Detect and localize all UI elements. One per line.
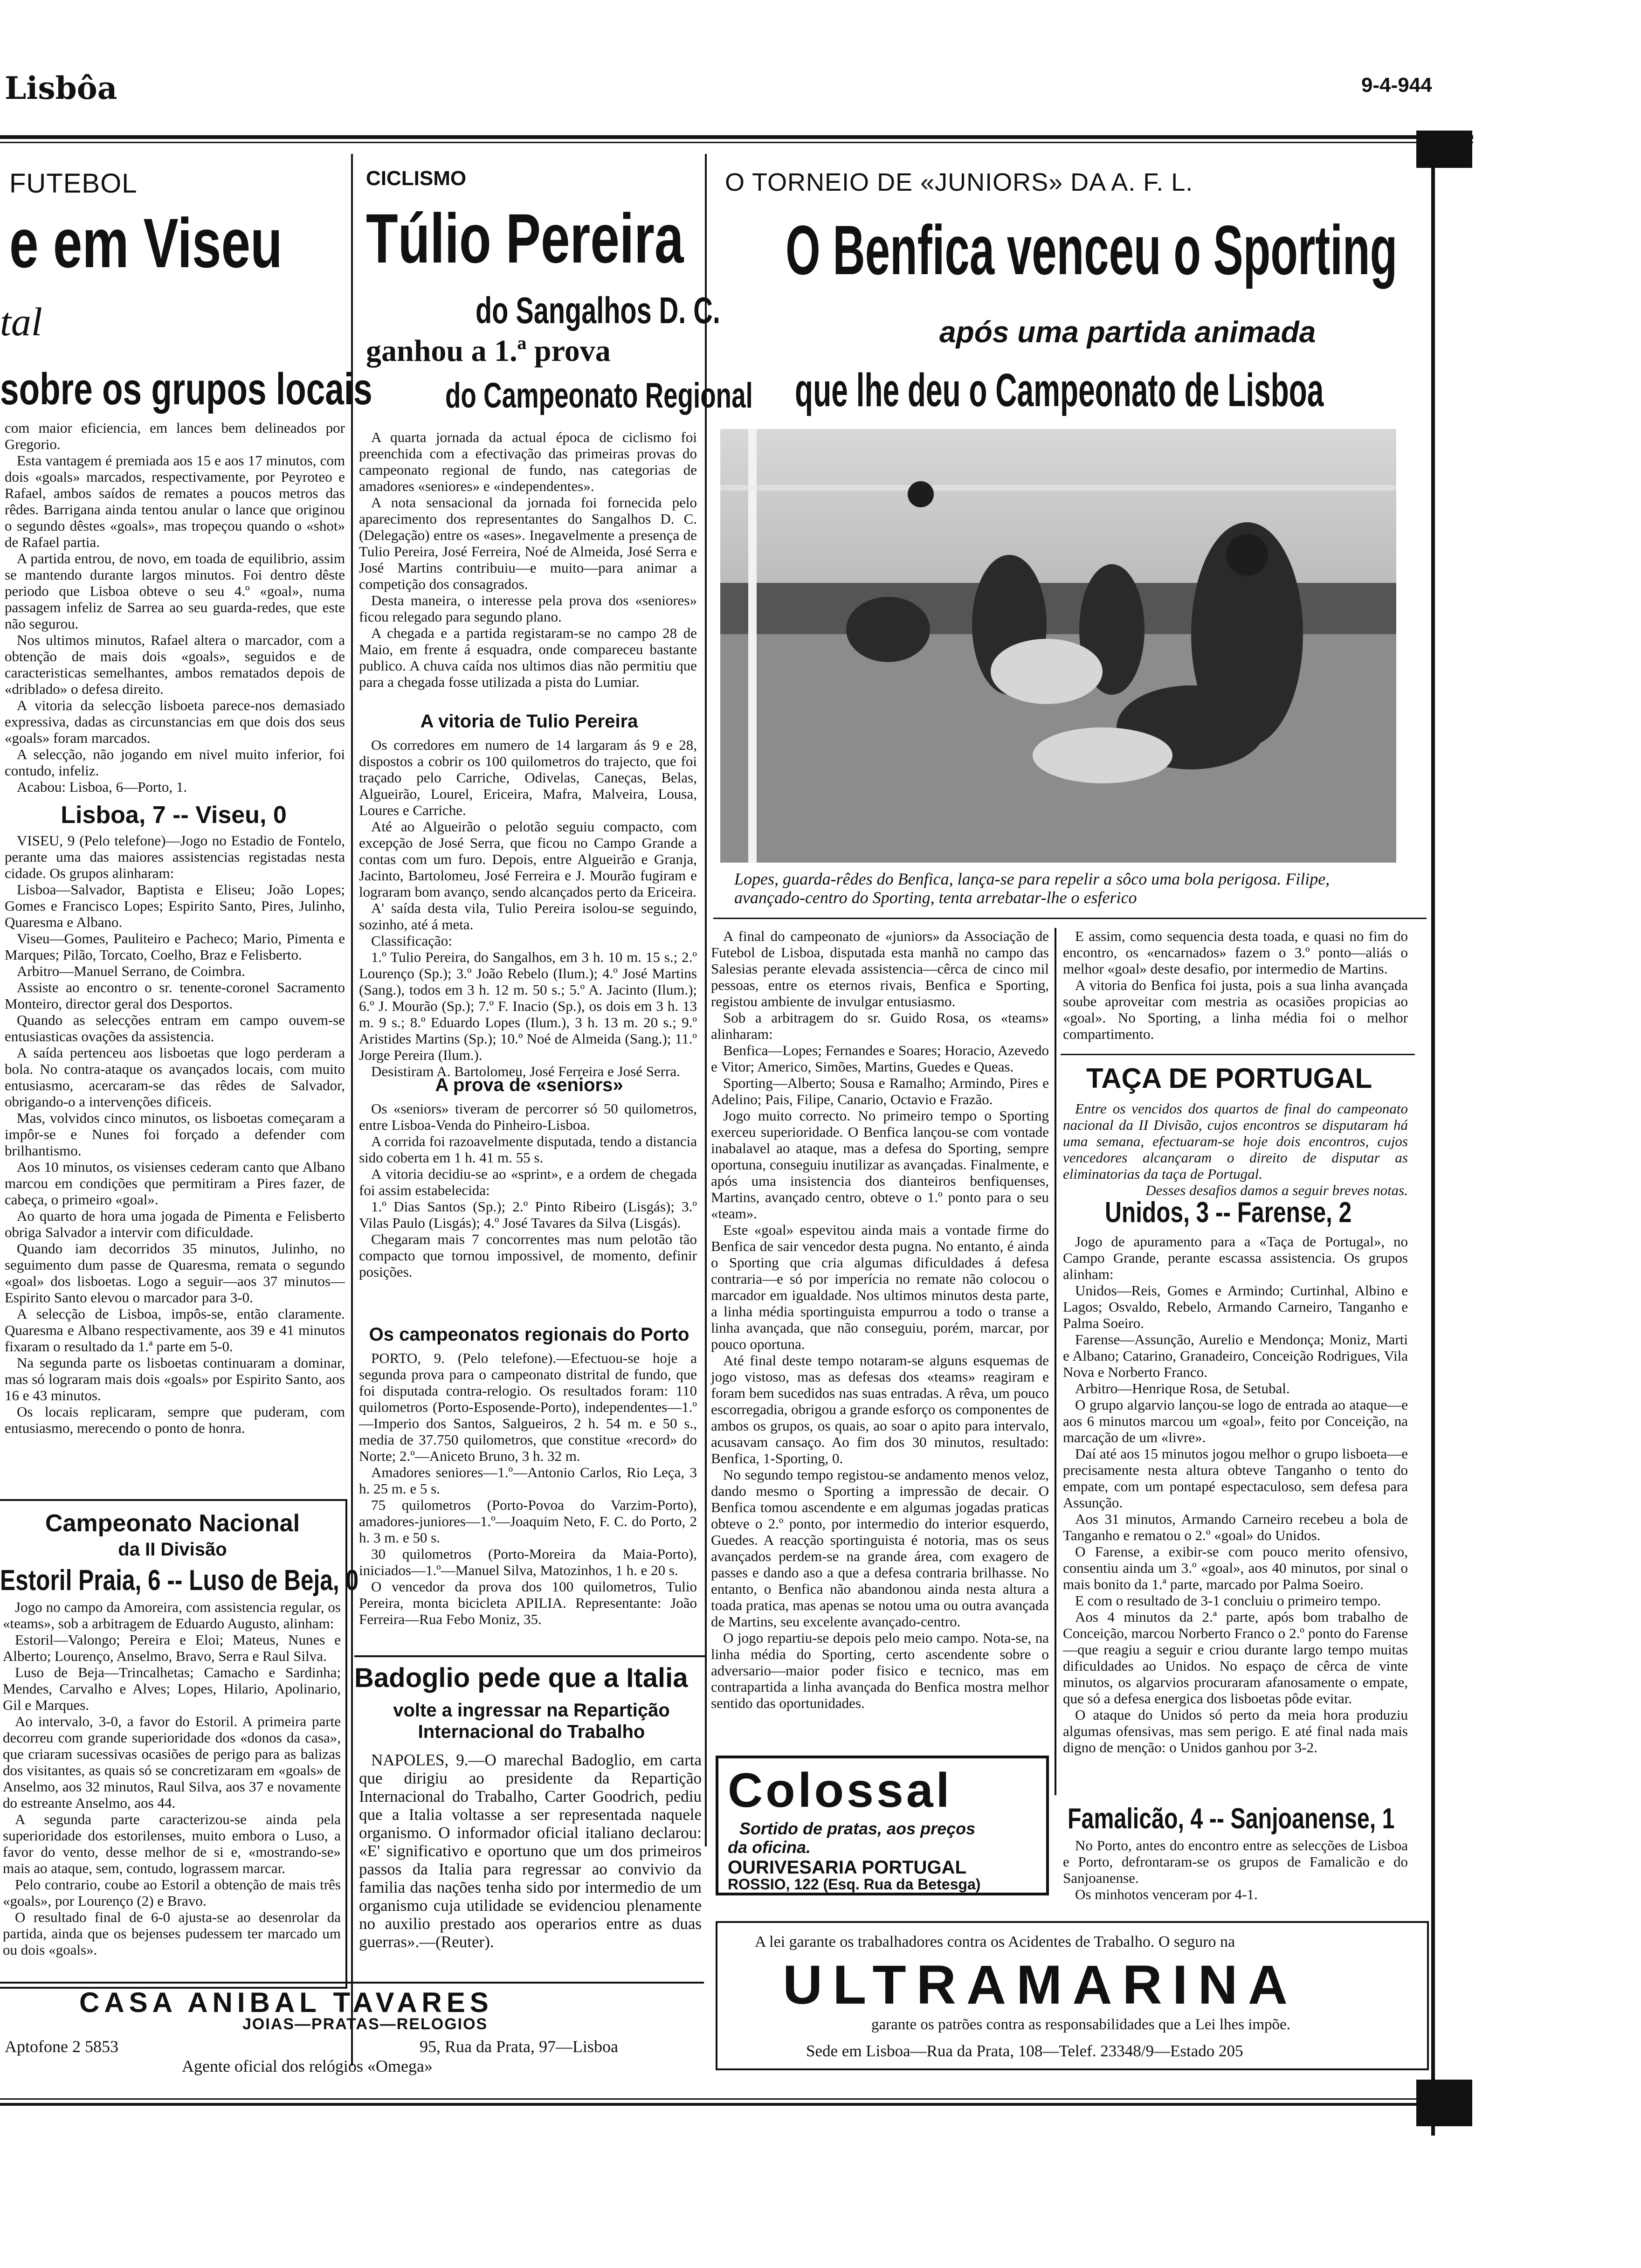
ultramarina-ad bbox=[716, 1921, 1429, 2070]
masthead bbox=[0, 0, 1641, 140]
badoglio-body: NAPOLES, 9.—O marechal Badoglio, em carta que dirigiu ao presidente da Repartição Internacional do Trabalho, Carter Goodrich, pediu que a Italia voltasse a ser representada naquele organismo. O informador oficial italiano declarou: «E' significativo e oportuno que um dos primeiros passos da Italia para regressar ao convivio da familia das nações tenha sido por intermedio de um organismo cuja utilidade se evidenciou plenamente no auxilio prestado aos operarios entre as duas guerras».—(Reuter). bbox=[359, 1751, 702, 1951]
colossal-line: ROSSIO, 122 (Esq. Rua da Betesga) bbox=[728, 1876, 981, 1893]
paragraph: PORTO, 9. (Pelo telefone).—Efectuou-se hoje a segunda prova para o campeonato distrital de fundo, que foi disputada contra-relogio. Os resultados foram: 110 quilometros (Porto-Esposende-Porto), independentes—1.º—Imperio dos Santos, Salgueiros, 2 h. 54 m. e 50 s., media de 37.750 quilometros, que constitue «record» do Norte; 2.º—Aniceto Bruno, 3 h. 32 m. bbox=[359, 1350, 697, 1464]
tavares-address: 95, Rua da Prata, 97—Lisboa bbox=[420, 2037, 618, 2056]
ultramarina-line: Sede em Lisboa—Rua da Prata, 108—Telef. 23348/9—Estado 205 bbox=[806, 2042, 1243, 2060]
colossal-line: OURIVESARIA PORTUGAL bbox=[728, 1857, 966, 1878]
paragraph: Ao quarto de hora uma jogada de Pimenta e Felisberto obriga Salvador a intervir com dificuldade. bbox=[5, 1208, 345, 1240]
paragraph: Os «seniors» tiveram de percorrer só 50 quilometros, entre Lisboa-Venda do Pinheiro-Lisboa. bbox=[359, 1100, 697, 1133]
paragraph: Benfica—Lopes; Fernandes e Soares; Horacio, Azevedo e Vitor; Americo, Simões, Martins, Guedes e Queas. bbox=[711, 1042, 1049, 1075]
photo-caption: Lopes, guarda-rêdes do Benfica, lança-se para repelir a sôco uma bola perigosa. Filipe, avançado-centro do Sporting, tenta arrebatar-lhe o esferico bbox=[734, 870, 1330, 907]
deck-line: ganhou a 1.ª prova bbox=[366, 334, 611, 368]
paragraph: Desses desafios damos a seguir breves notas. bbox=[1145, 1182, 1408, 1198]
paragraph: Luso de Beja—Trincalhetas; Camacho e Sardinha; Mendes, Carvalho e Alves; Lopes, Hilario, Apolinario, Gil e Marques. bbox=[3, 1664, 341, 1713]
paragraph: E com o resultado de 3-1 concluiu o primeiro tempo. bbox=[1075, 1592, 1381, 1609]
ciclismo-body-3 bbox=[359, 1100, 697, 1280]
colossal-line: da oficina. bbox=[728, 1838, 811, 1857]
paragraph: Na segunda parte os lisboetas continuaram a dominar, mas só lograram mais dois «goals» por Espirito Santo, aos 16 e 43 minutos. bbox=[5, 1355, 345, 1404]
headline: Túlio Pereira bbox=[366, 199, 684, 277]
paragraph: Aos 10 minutos, os visienses cederam canto que Albano marcou em condições que permitiram a Pires fazer, de cabeça, o primeiro «goal». bbox=[5, 1159, 345, 1208]
paragraph: O vencedor da prova dos 100 quilometros, Tulio Pereira, monta bicicleta APILIA. Representante: João Ferreira—Rua Febo Moniz, 35. bbox=[359, 1578, 697, 1627]
paragraph: A corrida foi razoavelmente disputada, tendo a distancia sido coberta em 1 h. 41 m. 55 s. bbox=[359, 1133, 697, 1166]
paragraph: Ao intervalo, 3-0, a favor do Estoril. A primeira parte decorreu com grande superioridade dos «donos da casa», que criaram sucessivas ocasiões de perigo para as balizas dos visitantes, as quais só se concretizaram em «goals» de Anselmo, aos 32 minutos, Raul Silva, aos 37 e novamente do estreante Anselmo, aos 44. bbox=[3, 1713, 341, 1811]
paragraph: Jogo de apuramento para a «Taça de Portugal», no Campo Grande, perante escassa assistencia. Os grupos alinham: bbox=[1063, 1233, 1408, 1282]
deck-line: após uma partida animada bbox=[939, 315, 1316, 349]
paragraph: O resultado final de 6-0 ajusta-se ao desenrolar da partida, ainda que os bejenses pudessem ter marcado um ou dois «goals». bbox=[3, 1909, 341, 1958]
paragraph: O jogo repartiu-se depois pelo meio campo. Nota-se, na linha média do Sporting, certo ascendente sobre o adversario—maior poder fisico e tecnico, mas em contrapartida a linha avançada do Benfica mostra melhor sentido das oportunidades. bbox=[711, 1630, 1049, 1711]
ultramarina-line: garante os patrões contra as responsabilidades que a Lei lhes impõe. bbox=[871, 2016, 1290, 2033]
paragraph: Desta maneira, o interesse pela prova dos «seniores» ficou relegado para segundo plano. bbox=[359, 592, 697, 625]
taca-intro bbox=[1063, 1100, 1408, 1198]
paragraph: VISEU, 9 (Pelo telefone)—Jogo no Estadio de Fontelo, perante uma das maiores assistencias registadas nesta cidade. Os grupos alinharam: bbox=[5, 832, 345, 881]
paragraph: Arbitro—Manuel Serrano, de Coimbra. bbox=[17, 963, 245, 979]
result-heading: Estoril Praia, 6 -- Luso de Beja, 0 bbox=[0, 1564, 359, 1597]
paragraph: Farense—Assunção, Aurelio e Mendonça; Moniz, Marti e Albano; Catarino, Granadeiro, Conceição Rodrigues, Vila Nova e Norberto Franco. bbox=[1063, 1331, 1408, 1380]
tavares-sub: JOIAS—PRATAS—RELOGIOS bbox=[242, 2015, 488, 2033]
paragraph: A segunda parte caracterizou-se ainda pela superioridade dos estorilenses, muito embora o Luso, a favor do vento, desse melhor de si e, «mostrando-se» mais ao ataque, sem, contudo, lograssem marcar. bbox=[3, 1811, 341, 1876]
paragraph: Os minhotos venceram por 4-1. bbox=[1075, 1886, 1258, 1902]
page-edge-line bbox=[1431, 140, 1435, 2136]
paragraph: Assiste ao encontro o sr. tenente-coronel Sacramento Monteiro, director geral dos Desportos. bbox=[5, 979, 345, 1012]
ultramarina-line: A lei garante os trabalhadores contra os Acidentes de Trabalho. O seguro na bbox=[755, 1933, 1235, 1950]
ciclismo-body-4 bbox=[359, 1350, 697, 1627]
paragraph: 75 quilometros (Porto-Povoa do Varzim-Porto), amadores-juniores—1.º—Joaquim Neto, F. C. do Porto, 2 h. 3 m. e 50 s. bbox=[359, 1497, 697, 1546]
deck-fragment: tal bbox=[0, 299, 42, 344]
colossal-ad bbox=[716, 1756, 1049, 1895]
paragraph: Jogo no campo da Amoreira, com assistencia regular, os «teams», sob a arbitragem de Eduardo Augusto, alinham: bbox=[3, 1599, 341, 1632]
paragraph: A final do campeonato de «juniors» da Associação de Futebol de Lisboa, disputada esta manhã no campo das Salesias perante elevada assistencia—cêrca de cinco mil pessoas, entre os eternos rivais, Benfica e Sporting, registou ambiente de invulgar entusiasmo. bbox=[711, 928, 1049, 1010]
paragraph: A vitoria do Benfica foi justa, pois a sua linha avançada soube aproveitar com mestria as ocasiões propicias ao «goal». No Sporting, a linha média foi o melhor compartimento. bbox=[1063, 977, 1408, 1042]
paragraph: No segundo tempo registou-se andamento menos veloz, dando mesmo o Sporting a impressão de decair. O Benfica tomou ascendente e em algumas jogadas praticas obteve o 2.º ponto, por intermedio do interior esquerdo, Guedes. A reacção sportinguista é notoria, mas os seus avançados perdem-se na grande área, com exagero de passes e dando aso a que a defesa contraria brilhasse. No entanto, o Benfica não abandonou ainda nesta altura a toada pratica, mas apenas se notou uma ou outra avançada de Martins, seu excelente avançado-centro. bbox=[711, 1466, 1049, 1630]
paragraph: A saída pertenceu aos lisboetas que logo perderam a bola. No contra-ataque os avançados locais, com muito entusiasmo, acercaram-se das rêdes de Salvador, obrigando-o a intervenções dificeis. bbox=[5, 1044, 345, 1110]
paragraph: A selecção, não jogando em nivel muito inferior, foi contudo, infeliz. bbox=[5, 746, 345, 779]
paragraph: Aos 4 minutos da 2.ª parte, após bom trabalho de Conceição, marcou Norberto Franco o 2.º ponto do Farense—que reagiu a seguir e criou durante largo tempo muitas dificuldades ao Unidos. No espaço de cêrca de vinte minutos, os algarvios procuraram afanosamente o empate, que só a defesa energica dos lisboetas pôde evitar. bbox=[1063, 1609, 1408, 1707]
paragraph: Pelo contrario, coube ao Estoril a obtenção de mais três «goals», por Lourenço (2) e Bravo. bbox=[3, 1876, 341, 1909]
paragraph: O grupo algarvio lançou-se logo de entrada ao ataque—e aos 6 minutos marcou um «goal», feito por Conceição, na marcação de um «livre». bbox=[1063, 1397, 1408, 1445]
section-label: CICLISMO bbox=[366, 167, 467, 190]
paragraph: Lisboa—Salvador, Baptista e Eliseu; João Lopes; Gomes e Francisco Lopes; Espirito Santo, Pires, Julinho, Quaresma e Albano. bbox=[5, 881, 345, 930]
result-heading: Unidos, 3 -- Farense, 2 bbox=[1105, 1196, 1352, 1229]
paragraph: 1.º Tulio Pereira, do Sangalhos, em 3 h. 10 m. 15 s.; 2.º Lourenço (Sp.); 3.º João Rebelo (Ilum.); 4.º José Martins (Sang.), todos em 3 h. 12 m. 50 s.; 5.º A. Jacinto (Ilum.); 6.º J. Mourão (Sp.); 7.º F. Inacio (Sp.), os dois em 3 h. 13 m. 9 s.; 8.º Eduardo Lopes (Ilum.), 3 h. 13 m. 20 s.; 9.º Aristides Martins (Sp.); 10.º Noé de Almeida (Sang.); 11.º Jorge Pereira (Ilum.). bbox=[359, 949, 697, 1063]
deck-line: do Sangalhos D. C. bbox=[476, 290, 720, 331]
paragraph: com maior eficiencia, em lances bem delineados por Gregorio. bbox=[5, 420, 345, 452]
benfica-body-left bbox=[711, 928, 1049, 1711]
famalicao-body bbox=[1063, 1837, 1408, 1902]
paragraph: Classificação: bbox=[371, 933, 452, 949]
estoril-body bbox=[3, 1599, 341, 1958]
subhead: A vitoria de Tulio Pereira bbox=[420, 711, 638, 732]
futebol-body-1 bbox=[5, 420, 345, 795]
headline: e em Viseu bbox=[9, 204, 283, 282]
paragraph: Quando as selecções entram em campo ouvem-se entusiasticas ovações da assistencia. bbox=[5, 1012, 345, 1044]
paragraph: Entre os vencidos dos quartos de final do campeonato nacional da II Divisão, cujos encontros se disputaram há uma semana, efectuaram-se hoje dois encontros, cujos vencedores alcançaram o direito de disputar as eliminatorias da taça de Portugal. bbox=[1063, 1100, 1408, 1182]
subhead: A prova de «seniors» bbox=[435, 1075, 623, 1095]
ciclismo-body-2 bbox=[359, 737, 697, 1079]
paragraph: 1.º Dias Santos (Sp.); 2.º Pinto Ribeiro (Lisgás); 3.º Vilas Paulo (Lisgás); 4.º José Tavares da Silva (Lisgás). bbox=[359, 1198, 697, 1231]
taca-heading: TAÇA DE PORTUGAL bbox=[1086, 1063, 1372, 1094]
paragraph: A selecção de Lisboa, impôs-se, então claramente. Quaresma e Albano respectivamente, aos 39 e 41 minutos fixaram o resultado da 1.ª parte em 5-0. bbox=[5, 1306, 345, 1355]
paragraph: A partida entrou, de novo, em toada de equilibrio, assim se mantendo durante largos minutos. Foi dentro dêste periodo que Lisboa obteve o seu 4.º «goal», numa passagem infeliz de Sarrea ao seu guarda-redes, que este não segurou. bbox=[5, 550, 345, 632]
headline: O Benfica venceu o Sporting bbox=[786, 211, 1398, 289]
paragraph: Daí até aos 15 minutos jogou melhor o grupo lisboeta—e precisamente nesta altura obteve Tanganho o tento do empate, com um pontapé espectaculoso, sem defesa para Assunção. bbox=[1063, 1445, 1408, 1511]
paragraph: Aos 31 minutos, Armando Carneiro recebeu a bola de Tanganho e rematou o 2.º «goal» do Unidos. bbox=[1063, 1511, 1408, 1543]
section-label: FUTEBOL bbox=[9, 168, 138, 199]
paragraph: Estoril—Valongo; Pereira e Eloi; Mateus, Nunes e Alberto; Lourenço, Anselmo, Bravo, Serra e Raul Silva. bbox=[3, 1632, 341, 1664]
paragraph: Viseu—Gomes, Pauliteiro e Pacheco; Mario, Pimenta e Marques; Pilão, Torcato, Coelho, Braz e Felisberto. bbox=[5, 930, 345, 963]
paragraph: Até final deste tempo notaram-se alguns esquemas de jogo vistoso, mas as defesas dos «teams» reagiram e foram bem sucedidos nas suas entradas. A rêva, um pouco escorregadia, obrigou a grande esforço os componentes de ambos os grupos, os quais, ao soar o apito para intervalo, acusavam cansaço. Ao fim dos 30 minutos, resultado: Benfica, 1-Sporting, 0. bbox=[711, 1352, 1049, 1466]
paragraph: Até ao Algueirão o pelotão seguiu compacto, com excepção de José Serra, que ficou no Campo Grande a contas com um furo. Depois, entre Algueirão e Granja, Jacinto, Bartolomeu, José Ferreira e J. Mourão fugiram e lograram bom avanço, sendo alcançados perto da Ericeira. bbox=[359, 818, 697, 900]
result-heading: Famalicão, 4 -- Sanjoanense, 1 bbox=[1068, 1803, 1395, 1835]
paragraph: Os locais replicaram, sempre que puderam, com entusiasmo, merecendo o ponto de honra. bbox=[5, 1404, 345, 1436]
paragraph: O Farense, a exibir-se com pouco merito ofensivo, consentiu ainda um 3.º «goal», aos 40 minutos, por sinal o mais bonito da 1.ª parte, marcado por Palma Soeiro. bbox=[1063, 1543, 1408, 1592]
futebol-body-2 bbox=[5, 832, 345, 1436]
paragraph: Sporting—Alberto; Sousa e Ramalho; Armindo, Pires e Adelino; Pais, Filipe, Canario, Octavio e Frazão. bbox=[711, 1075, 1049, 1107]
paragraph: A' saída desta vila, Tulio Pereira isolou-se seguindo, sozinho, até á meta. bbox=[359, 900, 697, 933]
issue-date: 9-4-944 bbox=[1361, 74, 1432, 97]
paragraph: Mas, volvidos cinco minutos, os lisboetas começaram a impôr-se e Nunes foi forçado a defender com brilhantismo. bbox=[5, 1110, 345, 1159]
tavares-name: CASA ANIBAL TAVARES bbox=[79, 1987, 493, 2018]
deck-line: sobre os grupos locais bbox=[0, 364, 372, 414]
deck-line: do Campeonato Regional bbox=[445, 376, 753, 415]
tavares-ad bbox=[0, 1986, 704, 2075]
benfica-body-right bbox=[1063, 928, 1408, 1042]
box-subtitle: da II Divisão bbox=[118, 1539, 227, 1560]
paragraph: Arbitro—Henrique Rosa, de Setubal. bbox=[1075, 1380, 1290, 1397]
ultramarina-name: ULTRAMARINA bbox=[783, 1954, 1298, 2016]
paragraph: Unidos—Reis, Gomes e Armindo; Curtinhal, Albino e Lagos; Osvaldo, Rebelo, Armando Carneiro, Tanganho e Palma Soeiro. bbox=[1063, 1282, 1408, 1331]
paragraph: Chegaram mais 7 concorrentes mas num pelotão tão compacto que tornou impossivel, de momento, definir posições. bbox=[359, 1231, 697, 1280]
badoglio-subhead: volte a ingressar na Repartição Internacional do Trabalho bbox=[393, 1700, 670, 1742]
paragraph: Desistiram A. Bartolomeu, José Ferreira e José Serra. bbox=[371, 1063, 680, 1079]
paragraph: O ataque do Unidos só perto da meia hora produziu algumas ofensivas, mas sem perigo. E até final nada mais digno de menção: o Unidos ganhou por 3-2. bbox=[1063, 1707, 1408, 1756]
paragraph: No Porto, antes do encontro entre as selecções de Lisboa e Porto, defrontaram-se os grupos de Famalicão e do Sanjoanense. bbox=[1063, 1837, 1408, 1886]
page-edge-bar-top bbox=[1416, 131, 1472, 168]
paragraph: Quando iam decorridos 35 minutos, Julinho, no seguimento dum passe de Quaresma, remata o segundo «goal» dos lisboetas. Logo a seguir—aos 37 minutos—Espirito Santo elevou o marcador para 3-0. bbox=[5, 1240, 345, 1306]
match-photo bbox=[720, 429, 1396, 863]
paper-name: Lisbôa bbox=[5, 70, 117, 106]
paragraph: Amadores seniores—1.º—Antonio Carlos, Rio Leça, 3 h. 25 m. e 5 s. bbox=[359, 1464, 697, 1497]
paragraph: A vitoria decidiu-se ao «sprint», e a ordem de chegada foi assim estabelecida: bbox=[359, 1166, 697, 1198]
paragraph: Nos ultimos minutos, Rafael altera o marcador, com a obtenção de mais dois «goals», seguidos e de caracteristicas semelhantes, ambos rematados depois de «driblado» o defesa direito. bbox=[5, 632, 345, 697]
paragraph: Os corredores em numero de 14 largaram ás 9 e 28, dispostos a cobrir os 100 quilometros do trajecto, que foi traçado pelo Carriche, Odivelas, Caneças, Belas, Algueirão, Lourel, Ericeira, Mafra, Malveira, Lousa, Loures e Carriche. bbox=[359, 737, 697, 818]
result-heading: Lisboa, 7 -- Viseu, 0 bbox=[61, 802, 287, 829]
campeonato-nacional-box bbox=[0, 1499, 359, 1989]
subhead: Os campeonatos regionais do Porto bbox=[369, 1324, 689, 1345]
paragraph: A nota sensacional da jornada foi fornecida pelo aparecimento dos representantes do Sangalhos D. C. (Delegação) entre os «ases». Inegavelmente a presença de Tulio Pereira, José Ferreira, Noé de Almeida, José Serra e José Martins contribuiu—e muito—para animar a competição dos consagrados. bbox=[359, 494, 697, 592]
deck-line: que lhe deu o Campeonato de Lisboa bbox=[795, 364, 1324, 416]
paragraph: Acabou: Lisboa, 6—Porto, 1. bbox=[17, 779, 187, 795]
paragraph: Sob a arbitragem do sr. Guido Rosa, os «teams» alinharam: bbox=[711, 1010, 1049, 1042]
colossal-line: Sortido de pratas, aos preços bbox=[739, 1819, 976, 1838]
paragraph: Esta vantagem é premiada aos 15 e aos 17 minutos, com dois «goals» marcados, respectivamente, por Peyroteo e Rafael, ambos saídos de remates a poucos metros das rêdes. Barrigana ainda tentou anular o lance que originou o segundo dêstes «goals», mas tropeçou quando o «shot» de Rafael partia. bbox=[5, 452, 345, 550]
badoglio-headline: Badoglio pede que a Italia bbox=[354, 1663, 688, 1693]
paragraph: A chegada e a partida registaram-se no campo 28 de Maio, em frente á esquadra, onde compareceu bastante publico. A chuva caída nos ultimos dias não permitiu que para a chegada fosse utilizada a pista do Lumiar. bbox=[359, 625, 697, 690]
paragraph: Este «goal» espevitou ainda mais a vontade firme do Benfica de sair vencedor desta pugna. No entanto, é ainda o Sporting que cria algumas dificuldades á defesa contraria—e só por imperícia no remate não colocou o marcador em igualdade. Nos ultimos minutos desta parte, a linha média sportinguista empurrou a todo o transe a linha avançada, que não conseguiu, porém, marcar, por pouco oportuna. bbox=[711, 1222, 1049, 1352]
paragraph: A quarta jornada da actual época de ciclismo foi preenchida com a efectivação das primeiras provas do campeonato regional de fundo, nas categorias de amadores «seniores» e «independentes». bbox=[359, 429, 697, 494]
colossal-name: Colossal bbox=[728, 1763, 952, 1818]
ciclismo-body-1 bbox=[359, 429, 697, 690]
paragraph: A vitoria da selecção lisboeta parece-nos demasiado expressiva, dadas as circunstancias em que dois dos seus «goals» foram marcados. bbox=[5, 697, 345, 746]
tavares-agent: Agente oficial dos relógios «Omega» bbox=[182, 2057, 433, 2075]
box-title: Campeonato Nacional bbox=[45, 1510, 300, 1537]
paragraph: 30 quilometros (Porto-Moreira da Maia-Porto), iniciados—1.º—Manuel Silva, Matozinhos, 1 h. e 20 s. bbox=[359, 1546, 697, 1578]
taca-body bbox=[1063, 1233, 1408, 1756]
tavares-phone: Aptofone 2 5853 bbox=[5, 2037, 118, 2056]
paragraph: Jogo muito correcto. No primeiro tempo o Sporting exerceu superioridade. O Benfica lançou-se com vontade inabalavel ao ataque, mas a defesa do Sporting, sempre oportuna, conseguiu inutilizar as avançadas. Finalmente, e após uma insistencia dos dianteiros benfiquenses, Martins, avançado centro, obteve o 1.º ponto para o seu «team». bbox=[711, 1107, 1049, 1222]
kicker: O TORNEIO DE «JUNIORS» DA A. F. L. bbox=[725, 168, 1193, 196]
paragraph: E assim, como sequencia desta toada, e quasi no fim do encontro, os «encarnados» fazem o 3.º ponto—aliás o melhor «goal» deste desafio, por intermedio de Martins. bbox=[1063, 928, 1408, 977]
